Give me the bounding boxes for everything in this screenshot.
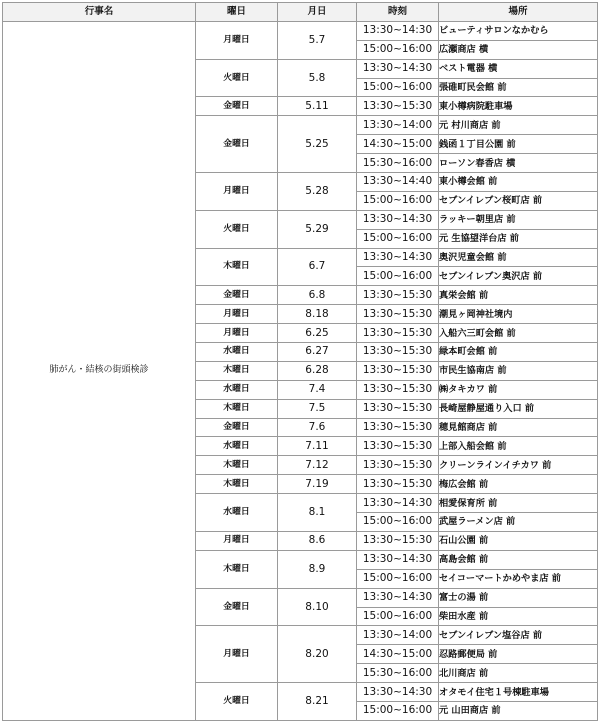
day-cell: 月曜日	[196, 626, 278, 683]
time-cell: 13:30~14:30	[357, 588, 439, 607]
time-cell: 13:30~14:30	[357, 494, 439, 513]
time-cell: 15:00~16:00	[357, 513, 439, 532]
day-cell: 金曜日	[196, 418, 278, 437]
place-cell: 北川商店 前	[439, 664, 598, 683]
time-cell: 15:00~16:00	[357, 40, 439, 59]
date-cell: 7.6	[278, 418, 357, 437]
day-cell: 月曜日	[196, 21, 278, 59]
time-cell: 14:30~15:00	[357, 645, 439, 664]
time-cell: 15:30~16:00	[357, 154, 439, 173]
day-cell: 月曜日	[196, 324, 278, 343]
time-cell: 13:30~15:30	[357, 399, 439, 418]
time-cell: 13:30~15:30	[357, 437, 439, 456]
day-cell: 木曜日	[196, 248, 278, 286]
time-cell: 13:30~15:30	[357, 418, 439, 437]
day-cell: 木曜日	[196, 361, 278, 380]
time-cell: 13:30~15:30	[357, 456, 439, 475]
time-cell: 13:30~14:30	[357, 550, 439, 569]
day-cell: 月曜日	[196, 531, 278, 550]
place-cell: 市民生協南店 前	[439, 361, 598, 380]
header-place: 場所	[439, 3, 598, 22]
place-cell: 東小樽病院駐車場	[439, 97, 598, 116]
place-cell: 東小樽会館 前	[439, 173, 598, 192]
day-cell: 木曜日	[196, 456, 278, 475]
time-cell: 15:00~16:00	[357, 701, 439, 720]
place-cell: 元 山田商店 前	[439, 701, 598, 720]
day-cell: 木曜日	[196, 475, 278, 494]
place-cell: 忍路郵便局 前	[439, 645, 598, 664]
date-cell: 7.5	[278, 399, 357, 418]
time-cell: 15:00~16:00	[357, 267, 439, 286]
place-cell: 富士の湯 前	[439, 588, 598, 607]
place-cell: 梅広会館 前	[439, 475, 598, 494]
date-cell: 8.20	[278, 626, 357, 683]
day-cell: 金曜日	[196, 286, 278, 305]
time-cell: 15:00~16:00	[357, 607, 439, 626]
day-cell: 火曜日	[196, 59, 278, 97]
date-cell: 8.18	[278, 305, 357, 324]
day-cell: 木曜日	[196, 399, 278, 418]
date-cell: 6.8	[278, 286, 357, 305]
date-cell: 6.25	[278, 324, 357, 343]
header-event: 行事名	[3, 3, 196, 22]
date-cell: 8.1	[278, 494, 357, 532]
place-cell: クリーンラインイチカワ 前	[439, 456, 598, 475]
time-cell: 13:30~15:30	[357, 361, 439, 380]
place-cell: 石山公園 前	[439, 531, 598, 550]
time-cell: 13:30~14:30	[357, 210, 439, 229]
place-cell: セブンイレブン奥沢店 前	[439, 267, 598, 286]
place-cell: 広瀬商店 横	[439, 40, 598, 59]
place-cell: 元 村川商店 前	[439, 116, 598, 135]
place-cell: オタモイ住宅１号棟駐車場	[439, 683, 598, 702]
day-cell: 火曜日	[196, 210, 278, 248]
place-cell: 入船六三町会館 前	[439, 324, 598, 343]
date-cell: 8.9	[278, 550, 357, 588]
place-cell: 緑本町会館 前	[439, 343, 598, 362]
place-cell: 張碓町民会館 前	[439, 78, 598, 97]
place-cell: 潮見ヶ岡神社境内	[439, 305, 598, 324]
place-cell: 上部入船会館 前	[439, 437, 598, 456]
table-row	[3, 21, 598, 40]
time-cell: 13:30~14:40	[357, 173, 439, 192]
place-cell: 柴田水産 前	[439, 607, 598, 626]
header-date: 月日	[278, 3, 357, 22]
date-cell: 8.6	[278, 531, 357, 550]
time-cell: 13:30~15:30	[357, 343, 439, 362]
time-cell: 13:30~15:30	[357, 286, 439, 305]
place-cell: ㈱タキカワ 前	[439, 380, 598, 399]
place-cell: 銭函１丁目公園 前	[439, 135, 598, 154]
date-cell: 5.29	[278, 210, 357, 248]
time-cell: 13:30~14:00	[357, 626, 439, 645]
date-cell: 6.27	[278, 343, 357, 362]
date-cell: 7.4	[278, 380, 357, 399]
schedule-table	[2, 2, 598, 721]
time-cell: 13:30~14:30	[357, 21, 439, 40]
place-cell: 奥沢児童会館 前	[439, 248, 598, 267]
time-cell: 15:00~16:00	[357, 78, 439, 97]
day-cell: 木曜日	[196, 550, 278, 588]
day-cell: 水曜日	[196, 380, 278, 399]
day-cell: 金曜日	[196, 97, 278, 116]
time-cell: 15:00~16:00	[357, 191, 439, 210]
date-cell: 5.28	[278, 173, 357, 211]
place-cell: 相愛保育所 前	[439, 494, 598, 513]
date-cell: 5.8	[278, 59, 357, 97]
time-cell: 13:30~14:30	[357, 683, 439, 702]
place-cell: ローソン春香店 横	[439, 154, 598, 173]
time-cell: 13:30~15:30	[357, 380, 439, 399]
place-cell: セイコーマートかめやま店 前	[439, 569, 598, 588]
date-cell: 8.21	[278, 683, 357, 721]
day-cell: 金曜日	[196, 588, 278, 626]
place-cell: 穂見館商店 前	[439, 418, 598, 437]
place-cell: 高島会館 前	[439, 550, 598, 569]
place-cell: ラッキー朝里店 前	[439, 210, 598, 229]
header-time: 時刻	[357, 3, 439, 22]
date-cell: 5.11	[278, 97, 357, 116]
date-cell: 5.25	[278, 116, 357, 173]
date-cell: 7.19	[278, 475, 357, 494]
day-cell: 水曜日	[196, 494, 278, 532]
day-cell: 水曜日	[196, 437, 278, 456]
day-cell: 月曜日	[196, 173, 278, 211]
place-cell: 真栄会館 前	[439, 286, 598, 305]
day-cell: 金曜日	[196, 116, 278, 173]
place-cell: 元 生協望洋台店 前	[439, 229, 598, 248]
time-cell: 14:30~15:00	[357, 135, 439, 154]
date-cell: 6.28	[278, 361, 357, 380]
place-cell: セブンイレブン桜町店 前	[439, 191, 598, 210]
time-cell: 13:30~15:30	[357, 305, 439, 324]
header-day: 曜日	[196, 3, 278, 22]
header-row	[3, 3, 598, 22]
place-cell: 武屋ラーメン店 前	[439, 513, 598, 532]
place-cell: セブンイレブン塩谷店 前	[439, 626, 598, 645]
time-cell: 15:00~16:00	[357, 229, 439, 248]
place-cell: 長崎屋静屋通り入口 前	[439, 399, 598, 418]
time-cell: 15:00~16:00	[357, 569, 439, 588]
schedule-body	[3, 21, 598, 720]
place-cell: ベスト電器 横	[439, 59, 598, 78]
date-cell: 7.12	[278, 456, 357, 475]
time-cell: 13:30~14:30	[357, 248, 439, 267]
time-cell: 15:30~16:00	[357, 664, 439, 683]
date-cell: 8.10	[278, 588, 357, 626]
day-cell: 火曜日	[196, 683, 278, 721]
time-cell: 13:30~15:30	[357, 97, 439, 116]
day-cell: 月曜日	[196, 305, 278, 324]
date-cell: 5.7	[278, 21, 357, 59]
time-cell: 13:30~15:30	[357, 531, 439, 550]
date-cell: 6.7	[278, 248, 357, 286]
time-cell: 13:30~14:00	[357, 116, 439, 135]
time-cell: 13:30~15:30	[357, 324, 439, 343]
event-name-cell: 肺がん・結核の街頭検診	[3, 21, 196, 720]
place-cell: ビューティサロンなかむら	[439, 21, 598, 40]
time-cell: 13:30~15:30	[357, 475, 439, 494]
day-cell: 水曜日	[196, 343, 278, 362]
time-cell: 13:30~14:30	[357, 59, 439, 78]
date-cell: 7.11	[278, 437, 357, 456]
